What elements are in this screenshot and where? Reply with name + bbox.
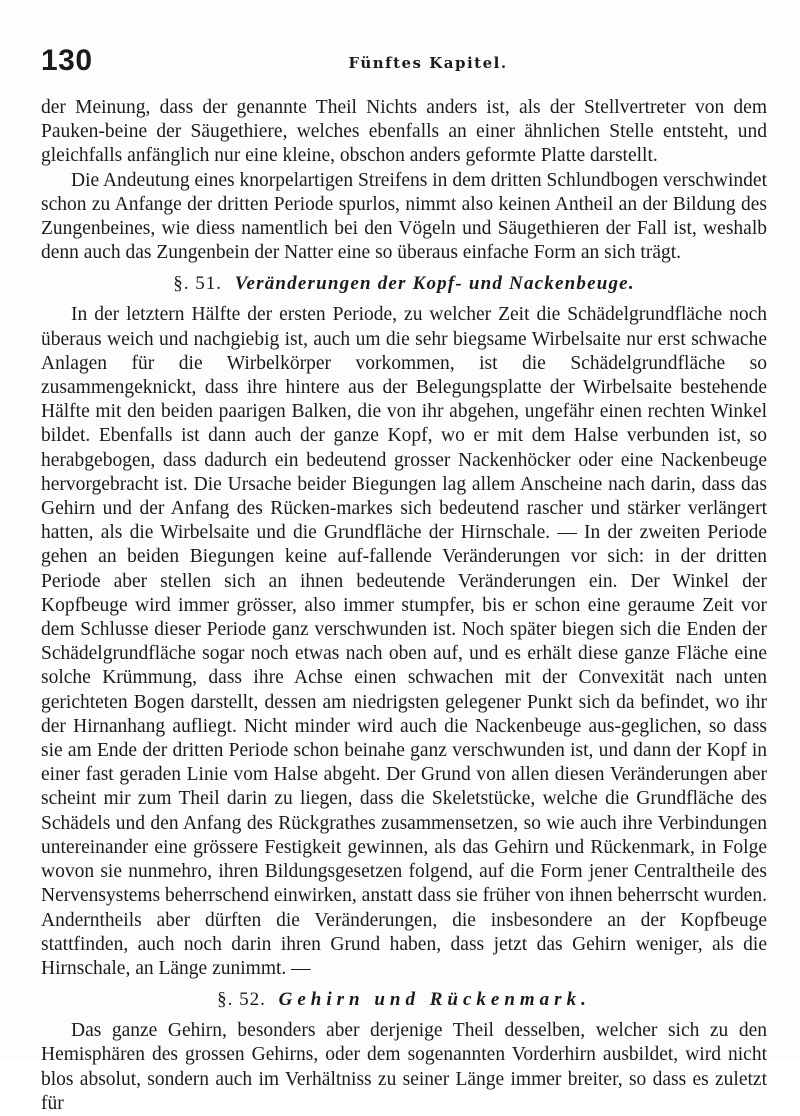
section-title: Gehirn und Rückenmark.: [278, 989, 591, 1011]
section-number: §. 52.: [217, 989, 266, 1011]
paragraph-gehirn: Das ganze Gehirn, besonders aber derjenige Theil desselben, welcher sich zu den Hemisphären des grossen Gehirns, oder dem sogenannten Vorderhirn ausbildet, wird nicht blos absolut, sondern auch im Verhältniss zu seiner Länge immer breiter, so dass es zuletzt für: [41, 1020, 767, 1114]
running-head: Fünftes Kapitel.: [348, 54, 508, 72]
section-heading-51: [41, 272, 767, 296]
section-title: Veränderungen der Kopf- und Nackenbeuge.: [234, 273, 635, 295]
section-heading-52: [41, 988, 767, 1012]
page-number: 130: [41, 44, 93, 77]
section-number: §. 51.: [173, 273, 222, 295]
paragraph-kopfbeuge: In der letztern Hälfte der ersten Periode, zu welcher Zeit die Schädelgrundfläche noch überaus weich und nachgiebig ist, auch um die sehr biegsame Wirbelsaite nur erst schwache Anlagen für die Wirbelkörper vorkommen, ist die Schädelgrundfläche so zusammengeknickt, dass ihre hintere aus der Belegungsplatte der Wirbelsaite bestehende Hälfte mit den beiden paarigen Balken, die von ihr abgehen, ungefähr einen rechten Winkel bildet. Ebenfalls ist dann auch der ganze Kopf, wo er mit dem Halse verbunden ist, so herabgebogen, dass dadurch ein bedeutend grosser Nackenhöcker oder eine Nackenbeuge hervorgebracht ist. Die Ursache beider Biegungen lag allem Anscheine nach darin, dass das Gehirn und der Anfang des Rücken-markes sich bedeutend rascher und stärker verlängert hatten, als die Wirbelsaite und die Grundfläche der Hirnschale. — In der zweiten Periode gehen an beiden Biegungen keine auf-fallende Veränderungen vor sich: in der dritten Periode aber stellen sich an ihnen bedeutende Veränderungen ein. Der Winkel der Kopfbeuge wird immer grösser, also immer stumpfer, bis er schon eine geraume Zeit vor dem Schlusse dieser Periode ganz verschwunden ist. Noch später biegen sich die Enden der Schädelgrundfläche sogar noch etwas nach oben auf, und es erhält diese ganze Fläche eine solche Krümmung, dass ihre Achse einen schwachen mit der Convexität nach unten gerichteten Bogen darstellt, dessen am niedrigsten gelegener Punkt sich da befindet, wo ihr der Hirnanhang aufliegt. Nicht minder wird auch die Nackenbeuge aus-geglichen, so dass sie am Ende der dritten Periode schon beinahe ganz verschwunden ist, und dann der Kopf in einer fast geraden Linie vom Halse abgeht. Der Grund von allen diesen Veränderungen aber scheint mir zum Theil darin zu liegen, dass die Skeletstücke, welche die Grundfläche des Schädels und den Anfang des Rückgrathes zusammensetzen, so wie auch ihre Verbindungen untereinander eine grössere Festigkeit gewinnen, als das Gehirn und Rückenmark, in Folge wovon sie nunmehro, ihren Bildungsgesetzen folgend, auf die Form jener Centraltheile des Nervensystems beherrschend einwirken, anstatt dass sie früher von ihnen beherrscht wurden. Anderntheils aber dürften die Veränderungen, die insbesondere an der Kopfbeuge stattfinden, auch noch darin ihren Grund haben, dass jetzt das Gehirn weniger, als die Hirnschale, an Länge zunimmt. —: [41, 304, 767, 979]
paragraph-zungenbein: Die Andeutung eines knorpelartigen Streifens in dem dritten Schlundbogen verschwindet schon zu Anfange der dritten Periode spurlos, nimmt also keinen Antheil an der Bildung des Zungenbeines, wie diess namentlich bei den Vögeln und Säugethieren der Fall ist, weshalb denn auch das Zungenbein der Natter eine so überaus einfache Form an sich trägt.: [41, 169, 767, 264]
body-text: [41, 96, 767, 1116]
paragraph-continuation: der Meinung, dass der genannte Theil Nichts anders ist, als der Stellvertreter von dem Pauken-beine der Säugethiere, welches ebenfalls an einer ähnlichen Stelle entsteht, und gleichfalls anfänglich nur eine kleine, obschon anders geformte Platte darstellt.: [41, 97, 767, 167]
